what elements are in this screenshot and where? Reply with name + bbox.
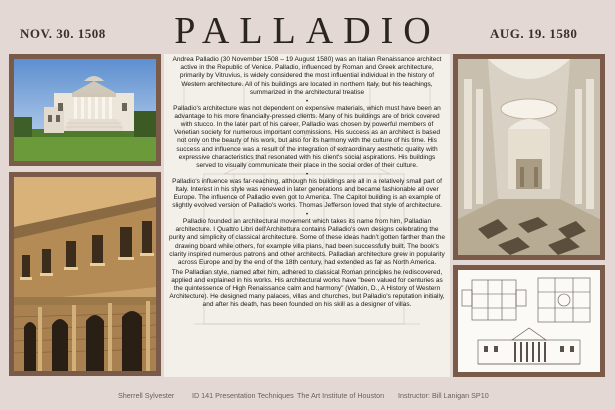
villa-plan-drawing <box>458 270 600 372</box>
separator-bullet: • <box>305 211 309 218</box>
plan-drawing-frame <box>453 265 605 377</box>
biography-text <box>169 56 445 311</box>
church-interior-image <box>458 59 600 255</box>
villa-plan-image <box>458 270 600 372</box>
paragraph-style: The Palladian style, named after him, adhered to classical Roman principles he rediscovered, applied and explained in his works. His architectural works have "been valued for centuries as the quintessence of High Renaissance calm and harmony" (Watkin, D., A History of Western Architecture). He designed many palaces, villas and churches, but Palladio's reputation initially, and after his death, has been founded on his skill as a designer of villas. <box>169 268 445 309</box>
paragraph-movement: Palladio founded an architectural movement which takes its name from him, Palladian architecture. I Quattro Libri dell'Architettura contains Palladio's own designs celebrating the purity and simplicity of classical architecture. Some of these ideas hadn't gotten farther than the drawing board while others, for example villa plans, had been successfully built. The book's clarity inspired numerous patrons and other architects. Palladian architecture grew in popularity across Europe and by the end of the 18th century, had extended as far as North America. <box>169 217 446 266</box>
villa-rotonda-image <box>14 59 156 161</box>
footer-school: The Art Institute of Houston <box>297 391 385 400</box>
palazzo-facade-image <box>14 177 156 371</box>
biography-panel <box>164 54 450 377</box>
palazzo-photo-frame <box>9 172 161 376</box>
separator-bullet: • <box>305 98 309 105</box>
palazzo-facade-photo <box>14 177 156 371</box>
header <box>0 0 615 52</box>
separator-bullet: • <box>305 171 309 178</box>
villa-rotonda-photo <box>14 59 156 161</box>
paragraph-intro: Andrea Palladio (30 November 1508 – 19 August 1580) was an Italian Renaissance architect active in the Republic of Venice. Palladio, influenced by Roman and Greek architecture, primarily by Vitruvius, is widely considered the most influential individual in the history of Western architecture. All of his buildings are located in northern Italy, but his teachings, summarized in the architectural treatise <box>172 56 442 96</box>
church-photo-frame <box>453 54 605 260</box>
footer <box>0 389 615 403</box>
footer-course: ID 141 Presentation Techniques <box>192 391 294 400</box>
page-title: PALLADIO <box>174 10 441 52</box>
paragraph-influence: Palladio's influence was far-reaching, although his buildings are all in a relatively small part of Italy. Interest in his style was renewed in later generations and became fashionable all over Europe. The influence of Palladio even got to America. The Capitol building is an example of slightly evolved version of Palladio's works. Thomas Jefferson loved that style of architecture. <box>172 177 442 210</box>
birth-date: NOV. 30. 1508 <box>20 26 106 41</box>
villa-photo-frame <box>9 54 161 166</box>
church-interior-photo <box>458 59 600 255</box>
footer-instructor: Instructor: Bill Lanigan SP10 <box>398 391 489 400</box>
paragraph-materials: Palladio's architecture was not dependent on expensive materials, which must have been an advantage to his more financially-pressed clients. Many of his buildings are of brick covered with stucco. In the later part of his career, Palladio was chosen by powerful members of Venetian society for numerous important commissions. His success as an architect is based not only on the beauty of his work, but also for its harmony with the culture of his time. His success and influence was a result of the integration of extraordinary aesthetic quality with expressive characteristics that resonated with his client's social aspirations. His buildings served to visually communicate their place in the social order of their culture. <box>173 104 441 169</box>
death-date: AUG. 19. 1580 <box>490 26 578 41</box>
footer-author: Sherrell Sylvester <box>118 391 175 400</box>
